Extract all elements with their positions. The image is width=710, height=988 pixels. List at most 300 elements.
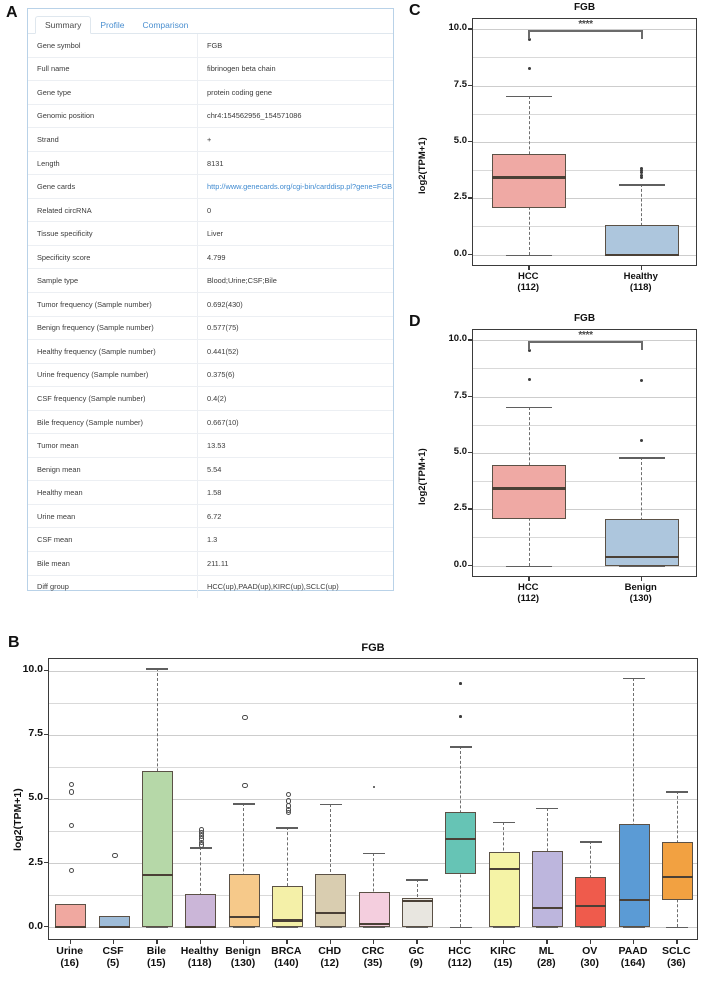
- whisker-cap-upper: [619, 457, 665, 459]
- box-gc: [402, 898, 433, 927]
- x-tick-mark: [460, 940, 461, 944]
- significance-leg: [641, 30, 643, 39]
- whisker-cap-upper: [506, 407, 552, 409]
- table-row: [28, 198, 393, 222]
- significance-stars: ****: [578, 330, 593, 342]
- x-tick-count: (118): [629, 281, 652, 293]
- gene-info-table: [28, 34, 393, 598]
- row-value: 0: [198, 198, 394, 222]
- box-healthy: [185, 894, 216, 927]
- gridline-major: [49, 735, 697, 736]
- x-tick-label-chd: [308, 946, 351, 970]
- whisker-cap-lower: [506, 566, 552, 568]
- median-line: [272, 919, 303, 921]
- box-ov: [575, 877, 606, 927]
- x-tick-label-healthy: [178, 946, 221, 970]
- table-row: [28, 34, 393, 57]
- y-tick-label: 5.0: [453, 135, 467, 147]
- gridline-minor: [473, 114, 696, 115]
- tab-bar: [28, 9, 393, 34]
- row-value: 0.577(75): [198, 316, 394, 340]
- y-axis-label: log2(TPM+1): [417, 448, 428, 505]
- x-tick-mark: [633, 940, 634, 944]
- row-key: Urine mean: [28, 504, 198, 528]
- panel-label-a: A: [6, 4, 18, 21]
- row-key: Diff group: [28, 575, 198, 598]
- row-key: Tumor frequency (Sample number): [28, 293, 198, 317]
- row-value: 4.799: [198, 245, 394, 269]
- x-tick-label-kirc: [481, 946, 524, 970]
- x-tick-category: Healthy: [623, 271, 658, 282]
- x-tick-count: (15): [493, 956, 513, 969]
- row-value: 8131: [198, 151, 394, 175]
- x-tick-mark: [503, 940, 504, 944]
- whisker-cap-upper: [536, 808, 558, 810]
- row-key: CSF mean: [28, 528, 198, 552]
- row-value: 6.72: [198, 504, 394, 528]
- genecards-link[interactable]: http://www.genecards.org/cgi-bin/carddisp.pl?gene=FGB: [207, 182, 393, 192]
- whisker-cap-upper: [450, 746, 472, 748]
- significance-stars: ****: [578, 19, 593, 31]
- whisker-cap-lower: [666, 927, 688, 929]
- panel-label-b: B: [8, 634, 20, 651]
- x-tick-count: (112): [447, 956, 472, 969]
- y-tick-label: 5.0: [453, 446, 467, 458]
- row-value: 0.441(52): [198, 340, 394, 364]
- table-row: [28, 434, 393, 458]
- y-tick-label: 5.0: [28, 791, 43, 804]
- x-tick-category: GC: [408, 945, 425, 957]
- x-tick-category: CRC: [361, 945, 385, 957]
- row-value: 1.58: [198, 481, 394, 505]
- x-tick-label-hcc: [472, 583, 585, 604]
- plot-area: [48, 658, 698, 940]
- box-ml: [532, 851, 563, 927]
- row-key: Strand: [28, 128, 198, 152]
- outlier-point: [69, 789, 74, 794]
- row-key: Specificity score: [28, 245, 198, 269]
- x-tick-label-csf: [91, 946, 134, 970]
- whisker-cap-lower: [536, 927, 558, 929]
- row-key: Healthy mean: [28, 481, 198, 505]
- y-tick-label: 0.0: [453, 558, 467, 570]
- x-tick-mark: [70, 940, 71, 944]
- y-tick-mark: [468, 28, 472, 29]
- whisker-cap-lower: [146, 927, 168, 929]
- tab-profile[interactable]: Profile: [100, 19, 125, 30]
- chart-panel-b: [0, 620, 710, 988]
- x-tick-label-hcc: [438, 946, 481, 970]
- x-tick-mark: [416, 940, 417, 944]
- y-tick-mark: [468, 565, 472, 566]
- gridline-major: [473, 86, 696, 87]
- x-tick-category: Benign: [624, 582, 657, 593]
- x-tick-category: KIRC: [490, 945, 516, 957]
- row-key: Full name: [28, 57, 198, 81]
- row-value: Blood;Urine;CSF;Bile: [198, 269, 394, 293]
- row-value: 0.375(6): [198, 363, 394, 387]
- y-tick-mark: [468, 85, 472, 86]
- whisker-cap-lower: [506, 255, 552, 257]
- whisker-cap-upper: [276, 827, 298, 829]
- x-tick-label-sclc: [655, 946, 698, 970]
- table-row: [28, 269, 393, 293]
- median-line: [662, 876, 693, 878]
- box-hcc: [445, 812, 476, 874]
- plot-area: [472, 329, 697, 577]
- table-row: [28, 316, 393, 340]
- table-row: [28, 363, 393, 387]
- box-healthy: [605, 225, 679, 254]
- outlier-point: [69, 782, 74, 787]
- row-value: HCC(up),PAAD(up),KIRC(up),SCLC(up): [207, 582, 339, 592]
- x-tick-category: PAAD: [618, 945, 648, 957]
- y-axis-label: log2(TPM+1): [417, 137, 428, 194]
- y-tick-label: 7.5: [453, 389, 467, 401]
- x-tick-category: Bile: [146, 945, 166, 957]
- median-line: [605, 556, 679, 558]
- gridline-major: [473, 142, 696, 143]
- row-value: FGB: [198, 34, 394, 57]
- x-tick-label-hcc: [472, 272, 585, 293]
- x-tick-label-ov: [568, 946, 611, 970]
- gridline-minor: [49, 703, 697, 704]
- x-tick-mark: [528, 577, 529, 581]
- row-value: chr4:154562956_154571086: [198, 104, 394, 128]
- table-row: [28, 104, 393, 128]
- gridline-major: [473, 453, 696, 454]
- summary-card: [27, 8, 394, 591]
- box-hcc: [492, 154, 566, 209]
- y-tick-label: 2.5: [453, 502, 467, 514]
- whisker-cap-upper: [580, 841, 602, 843]
- median-line: [532, 907, 563, 909]
- median-line: [575, 905, 606, 907]
- chart-title: FGB: [573, 313, 596, 324]
- table-row: [28, 387, 393, 411]
- significance-leg: [641, 341, 643, 350]
- x-tick-label-benign: [221, 946, 264, 970]
- x-tick-mark: [641, 577, 642, 581]
- y-tick-label: 10.0: [22, 663, 43, 676]
- y-tick-mark: [468, 254, 472, 255]
- y-tick-label: 10.0: [448, 333, 467, 345]
- x-tick-count: (130): [230, 956, 256, 969]
- x-tick-mark: [330, 940, 331, 944]
- row-key: Tissue specificity: [28, 222, 198, 246]
- row-value: protein coding gene: [198, 81, 394, 105]
- outlier-point: [112, 853, 117, 858]
- row-value: fibrinogen beta chain: [198, 57, 394, 81]
- x-tick-count: (164): [620, 956, 646, 969]
- row-key: Bile mean: [28, 552, 198, 576]
- y-tick-mark: [44, 734, 48, 735]
- x-tick-count: (118): [187, 956, 212, 969]
- y-tick-label: 0.0: [453, 247, 467, 259]
- x-tick-category: SCLC: [662, 945, 691, 957]
- box-crc: [359, 892, 390, 927]
- row-key: Gene cards: [28, 175, 198, 199]
- row-value: 211.11: [198, 552, 394, 576]
- y-tick-label: 2.5: [453, 191, 467, 203]
- table-row: [28, 457, 393, 481]
- box-urine: [55, 904, 86, 927]
- x-tick-label-urine: [48, 946, 91, 970]
- whisker-cap-lower: [619, 566, 665, 568]
- y-tick-mark: [468, 141, 472, 142]
- x-tick-count: (112): [517, 592, 540, 604]
- median-line: [55, 926, 86, 928]
- row-key: Benign frequency (Sample number): [28, 316, 198, 340]
- tab-summary[interactable]: Summary: [35, 16, 91, 35]
- significance-bar: [529, 30, 642, 32]
- median-line: [315, 912, 346, 914]
- row-key: Gene type: [28, 81, 198, 105]
- outlier-point: [69, 823, 74, 828]
- y-axis-label: log2(TPM+1): [12, 788, 24, 851]
- plot-area: [472, 18, 697, 266]
- y-tick-label: 10.0: [448, 22, 467, 34]
- whisker-cap-lower: [406, 927, 428, 929]
- gridline-major: [49, 671, 697, 672]
- table-row: [28, 340, 393, 364]
- y-tick-mark: [468, 197, 472, 198]
- box-sclc: [662, 842, 693, 900]
- row-value: 1.3: [198, 528, 394, 552]
- y-tick-mark: [44, 862, 48, 863]
- outlier-point: [199, 842, 204, 847]
- row-key: Sample type: [28, 269, 198, 293]
- x-tick-mark: [286, 940, 287, 944]
- median-line: [489, 868, 520, 870]
- median-line: [619, 899, 650, 901]
- x-tick-label-crc: [351, 946, 394, 970]
- table-row: [28, 175, 393, 199]
- significance-leg: [528, 30, 530, 39]
- row-key: Tumor mean: [28, 434, 198, 458]
- x-tick-mark: [113, 940, 114, 944]
- y-tick-label: 7.5: [28, 727, 43, 740]
- whisker-cap-lower: [276, 927, 298, 929]
- x-tick-count: (36): [666, 956, 686, 969]
- gridline-minor: [473, 425, 696, 426]
- x-tick-label-healthy: [585, 272, 698, 293]
- median-line: [185, 926, 216, 928]
- x-tick-label-bile: [135, 946, 178, 970]
- outlier-point: [69, 868, 74, 873]
- whisker-cap-upper: [493, 822, 515, 824]
- panel-label-d: D: [409, 313, 421, 330]
- x-tick-count: (28): [536, 956, 556, 969]
- y-tick-label: 2.5: [28, 855, 43, 868]
- y-tick-mark: [468, 452, 472, 453]
- median-line: [492, 176, 566, 178]
- median-line: [492, 487, 566, 489]
- row-value[interactable]: [198, 175, 394, 199]
- whisker-cap-upper: [619, 184, 665, 186]
- row-key: CSF frequency (Sample number): [28, 387, 198, 411]
- box-hcc: [492, 465, 566, 520]
- x-tick-mark: [528, 266, 529, 270]
- box-chd: [315, 874, 346, 927]
- chart-panel-c: [405, 0, 710, 310]
- outlier-point: [640, 439, 643, 442]
- x-tick-category: HCC: [448, 945, 472, 957]
- x-tick-count: (16): [60, 956, 79, 969]
- outlier-point: [373, 786, 376, 789]
- outlier-point: [242, 783, 247, 788]
- whisker-cap-upper: [506, 96, 552, 98]
- row-key: Healthy frequency (Sample number): [28, 340, 198, 364]
- whisker-cap-upper: [320, 804, 342, 806]
- whisker-cap-upper: [363, 853, 385, 855]
- y-tick-label: 7.5: [453, 78, 467, 90]
- median-line: [605, 254, 679, 256]
- chart-panel-d: [405, 311, 710, 621]
- table-row: [28, 528, 393, 552]
- panel-label-c: C: [409, 2, 421, 19]
- gridline-minor: [473, 368, 696, 369]
- x-tick-mark: [373, 940, 374, 944]
- x-tick-label-brca: [265, 946, 308, 970]
- y-tick-mark: [44, 670, 48, 671]
- whisker-cap-upper: [406, 879, 428, 881]
- x-tick-mark: [156, 940, 157, 944]
- whisker-cap-lower: [233, 927, 255, 929]
- outlier-point: [528, 378, 531, 381]
- median-line: [359, 923, 390, 925]
- box-benign: [229, 874, 260, 927]
- table-row: [28, 151, 393, 175]
- x-tick-count: (15): [146, 956, 166, 969]
- median-line: [445, 838, 476, 840]
- y-tick-label: 0.0: [28, 919, 43, 932]
- x-tick-mark: [590, 940, 591, 944]
- x-tick-category: Benign: [225, 945, 261, 957]
- x-tick-category: Urine: [56, 945, 84, 957]
- x-tick-category: BRCA: [271, 945, 302, 957]
- row-value: Liver: [198, 222, 394, 246]
- table-row: [28, 575, 393, 598]
- whisker-cap-lower: [493, 927, 515, 929]
- x-tick-category: CHD: [318, 945, 342, 957]
- row-key: Benign mean: [28, 457, 198, 481]
- gridline-minor: [473, 57, 696, 58]
- x-tick-label-paad: [611, 946, 654, 970]
- table-row: [28, 128, 393, 152]
- x-tick-label-ml: [525, 946, 568, 970]
- median-line: [99, 926, 130, 928]
- outlier-point: [528, 67, 531, 70]
- median-line: [229, 916, 260, 918]
- x-tick-label-gc: [395, 946, 438, 970]
- median-line: [142, 874, 173, 876]
- outlier-point: [286, 792, 291, 797]
- tab-comparison[interactable]: Comparison: [142, 19, 189, 30]
- whisker-cap-upper: [623, 678, 645, 680]
- x-tick-category: HCC: [517, 271, 539, 282]
- x-tick-category: ML: [538, 945, 554, 957]
- y-tick-mark: [468, 396, 472, 397]
- row-value: 0.692(430): [198, 293, 394, 317]
- y-tick-mark: [468, 508, 472, 509]
- table-row: [28, 245, 393, 269]
- x-tick-count: (112): [517, 281, 540, 293]
- outlier-point: [242, 715, 247, 720]
- y-tick-mark: [468, 339, 472, 340]
- outlier-point: [286, 810, 291, 815]
- table-row: [28, 57, 393, 81]
- table-row: [28, 410, 393, 434]
- chart-title: FGB: [573, 2, 596, 13]
- x-tick-count: (35): [363, 956, 383, 969]
- significance-leg: [528, 341, 530, 350]
- row-key: Urine frequency (Sample number): [28, 363, 198, 387]
- whisker-cap-upper: [666, 791, 688, 793]
- outlier-point: [640, 379, 643, 382]
- significance-bar: [529, 341, 642, 343]
- row-key: Length: [28, 151, 198, 175]
- row-key: Genomic position: [28, 104, 198, 128]
- whisker-cap-lower: [320, 927, 342, 929]
- x-tick-count: (140): [274, 956, 299, 969]
- gridline-major: [473, 397, 696, 398]
- row-value: +: [198, 128, 394, 152]
- box-paad: [619, 824, 650, 927]
- whisker-cap-upper: [233, 803, 255, 805]
- x-tick-mark: [243, 940, 244, 944]
- outlier-point: [459, 715, 462, 718]
- x-tick-mark: [641, 266, 642, 270]
- table-row: [28, 81, 393, 105]
- outlier-point: [640, 176, 643, 179]
- x-tick-category: OV: [582, 945, 598, 957]
- x-tick-mark: [200, 940, 201, 944]
- y-tick-mark: [44, 798, 48, 799]
- row-key: Bile frequency (Sample number): [28, 410, 198, 434]
- box-kirc: [489, 852, 520, 927]
- whisker-cap-lower: [623, 927, 645, 929]
- x-tick-count: (5): [106, 956, 120, 969]
- whisker-cap-lower: [363, 927, 385, 929]
- x-tick-count: (130): [629, 592, 652, 604]
- row-value: 0.4(2): [198, 387, 394, 411]
- table-row: [28, 552, 393, 576]
- row-value: 0.667(10): [198, 410, 394, 434]
- table-row: [28, 293, 393, 317]
- x-tick-category: CSF: [102, 945, 124, 957]
- row-value: 13.53: [198, 434, 394, 458]
- x-tick-count: (12): [320, 956, 339, 969]
- box-bile: [142, 771, 173, 927]
- x-tick-count: (30): [580, 956, 599, 969]
- chart-title: FGB: [361, 642, 385, 654]
- row-key: Gene symbol: [28, 34, 198, 57]
- whisker-cap-lower: [450, 927, 472, 929]
- table-row: [28, 504, 393, 528]
- box-benign: [605, 519, 679, 566]
- x-tick-mark: [546, 940, 547, 944]
- x-tick-category: Healthy: [180, 945, 219, 957]
- table-row: [28, 222, 393, 246]
- whisker-cap-upper: [146, 668, 168, 670]
- row-value: 5.54: [198, 457, 394, 481]
- median-line: [402, 900, 433, 902]
- x-tick-label-benign: [585, 583, 698, 604]
- outlier-point: [459, 682, 462, 685]
- gridline-minor: [49, 767, 697, 768]
- x-tick-count: (9): [409, 956, 423, 969]
